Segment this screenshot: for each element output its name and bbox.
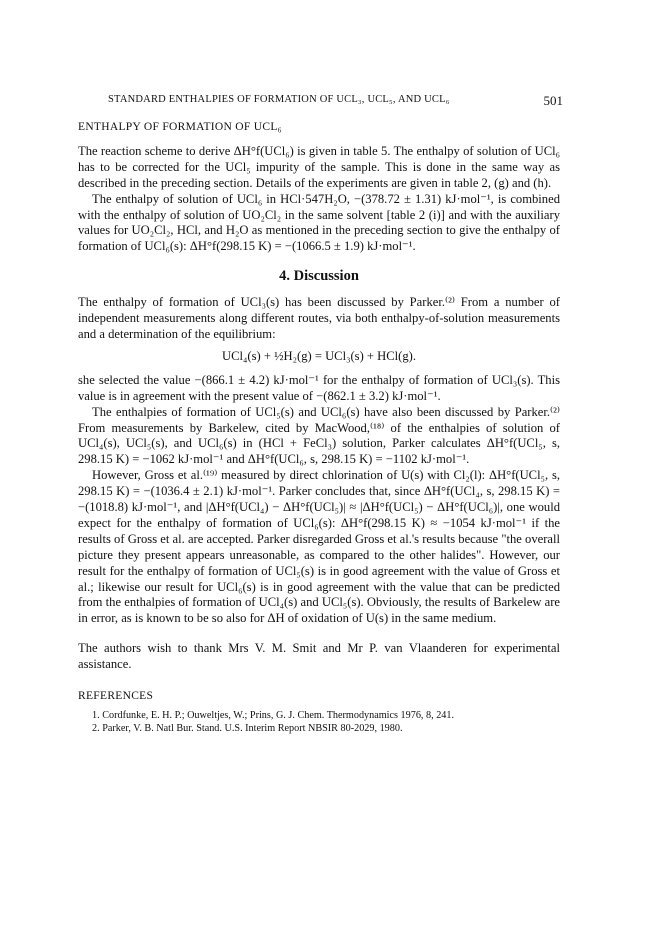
section-title-ucl6: ENTHALPY OF FORMATION OF UCL₆ xyxy=(78,121,282,133)
discussion-paragraph-3: The enthalpies of formation of UCl₅(s) and UCl₆(s) have also been discussed by Parker.⁽²⁾ From measurements by Barkelew, cited by MacWood,⁽¹⁸⁾ of the enthalpies of solution of UCl₄(s), UCl₅(s), and UCl₆(s) in (HCl + FeCl₃) solution, Parker calculates ΔH°f(UCl₅, s, 298.15 K) = −1062 kJ·mol⁻¹ and ΔH°f(UCl₆, s, 298.15 K) = −1102 kJ·mol⁻¹. xyxy=(78,404,560,467)
equilibrium-equation: UCl₄(s) + ½H₂(g) = UCl₃(s) + HCl(g). xyxy=(222,348,416,363)
discussion-heading: 4. Discussion xyxy=(279,268,359,285)
acknowledgement: The authors wish to thank Mrs V. M. Smit and Mr P. van Vlaanderen for experimental assistance. xyxy=(78,641,560,672)
ucl6-paragraph-2: The enthalpy of solution of UCl₆ in HCl·547H₂O, −(378.72 ± 1.31) kJ·mol⁻¹, is combined with the enthalpy of solution of UO₂Cl₂ in the same solvent [table 2 (i)] and with the auxiliary values for UO₂Cl₂, HCl, and H₂O as mentioned in the preceding section to give the enthalpy of formation of UCl₆(s): ΔH°f(298.15 K) = −(1066.5 ± 1.9) kJ·mol⁻¹. xyxy=(78,191,560,254)
page-header xyxy=(108,94,563,110)
discussion-paragraph-2: she selected the value −(866.1 ± 4.2) kJ·mol⁻¹ for the enthalpy of formation of UCl₃(s). This value is in agreement with the present value of −(862.1 ± 3.2) kJ·mol⁻¹. xyxy=(78,372,560,403)
reference-item: 2. Parker, V. B. Natl Bur. Stand. U.S. Interim Report NBSIR 80-2029, 1980. xyxy=(92,723,403,734)
reference-item: 1. Cordfunke, E. H. P.; Ouweltjes, W.; Prins, G. J. Chem. Thermodynamics 1976, 8, 241. xyxy=(92,710,455,721)
page-number: 501 xyxy=(543,93,563,108)
article-body xyxy=(78,120,560,735)
discussion-paragraph-4: However, Gross et al.⁽¹⁹⁾ measured by direct chlorination of U(s) with Cl₂(l): ΔH°f(UCl₅, s, 298.15 K) = −(1036.4 ± 2.1) kJ·mol⁻¹. Parker concludes that, since ΔH°f(UCl₄, s, 298.15 K) = −(1018.8) kJ·mol⁻¹, and |ΔH°f(UCl₄) − ΔH°f(UCl₅)| ≈ |ΔH°f(UCl₅) − ΔH°f(UCl₆)|, one would expect for the enthalpy of formation of UCl₆(s): ΔH°f(298.15 K) ≈ −1054 kJ·mol⁻¹ if the results of Gross et al. are accepted. Parker disregarded Gross et al.'s results because "the overall picture they present appears unreasonable, as compared to the other halides". However, our result for the enthalpy of formation of UCl₅(s) is in good agreement with the value of Gross et al.; likewise our result for UCl₆(s) is in good agreement with the value that can be predicted from the enthalpies of formation of UCl₄(s) and UCl₅(s). Obviously, the results of Barkelew are in error, as is known to be so also for ΔH of oxidation of U(s) in the same medium. xyxy=(78,468,560,626)
running-head: STANDARD ENTHALPIES OF FORMATION OF UCL₃, UCL₅, AND UCL₆ xyxy=(108,94,450,105)
ucl6-paragraph-1: The reaction scheme to derive ΔH°f(UCl₆) is given in table 5. The enthalpy of solution of UCl₆ has to be corrected for the UCl₅ impurity of the sample. This is done in the same way as described in the preceding section. Details of the experiments are given in table 2, (g) and (h). xyxy=(78,143,560,190)
reference-list xyxy=(78,709,560,735)
discussion-paragraph-1: The enthalpy of formation of UCl₃(s) has been discussed by Parker.⁽²⁾ From a number of independent measurements along different routes, via both enthalpy-of-solution measurements and a determination of the equilibrium: xyxy=(78,295,560,341)
references-title: REFERENCES xyxy=(78,690,154,703)
